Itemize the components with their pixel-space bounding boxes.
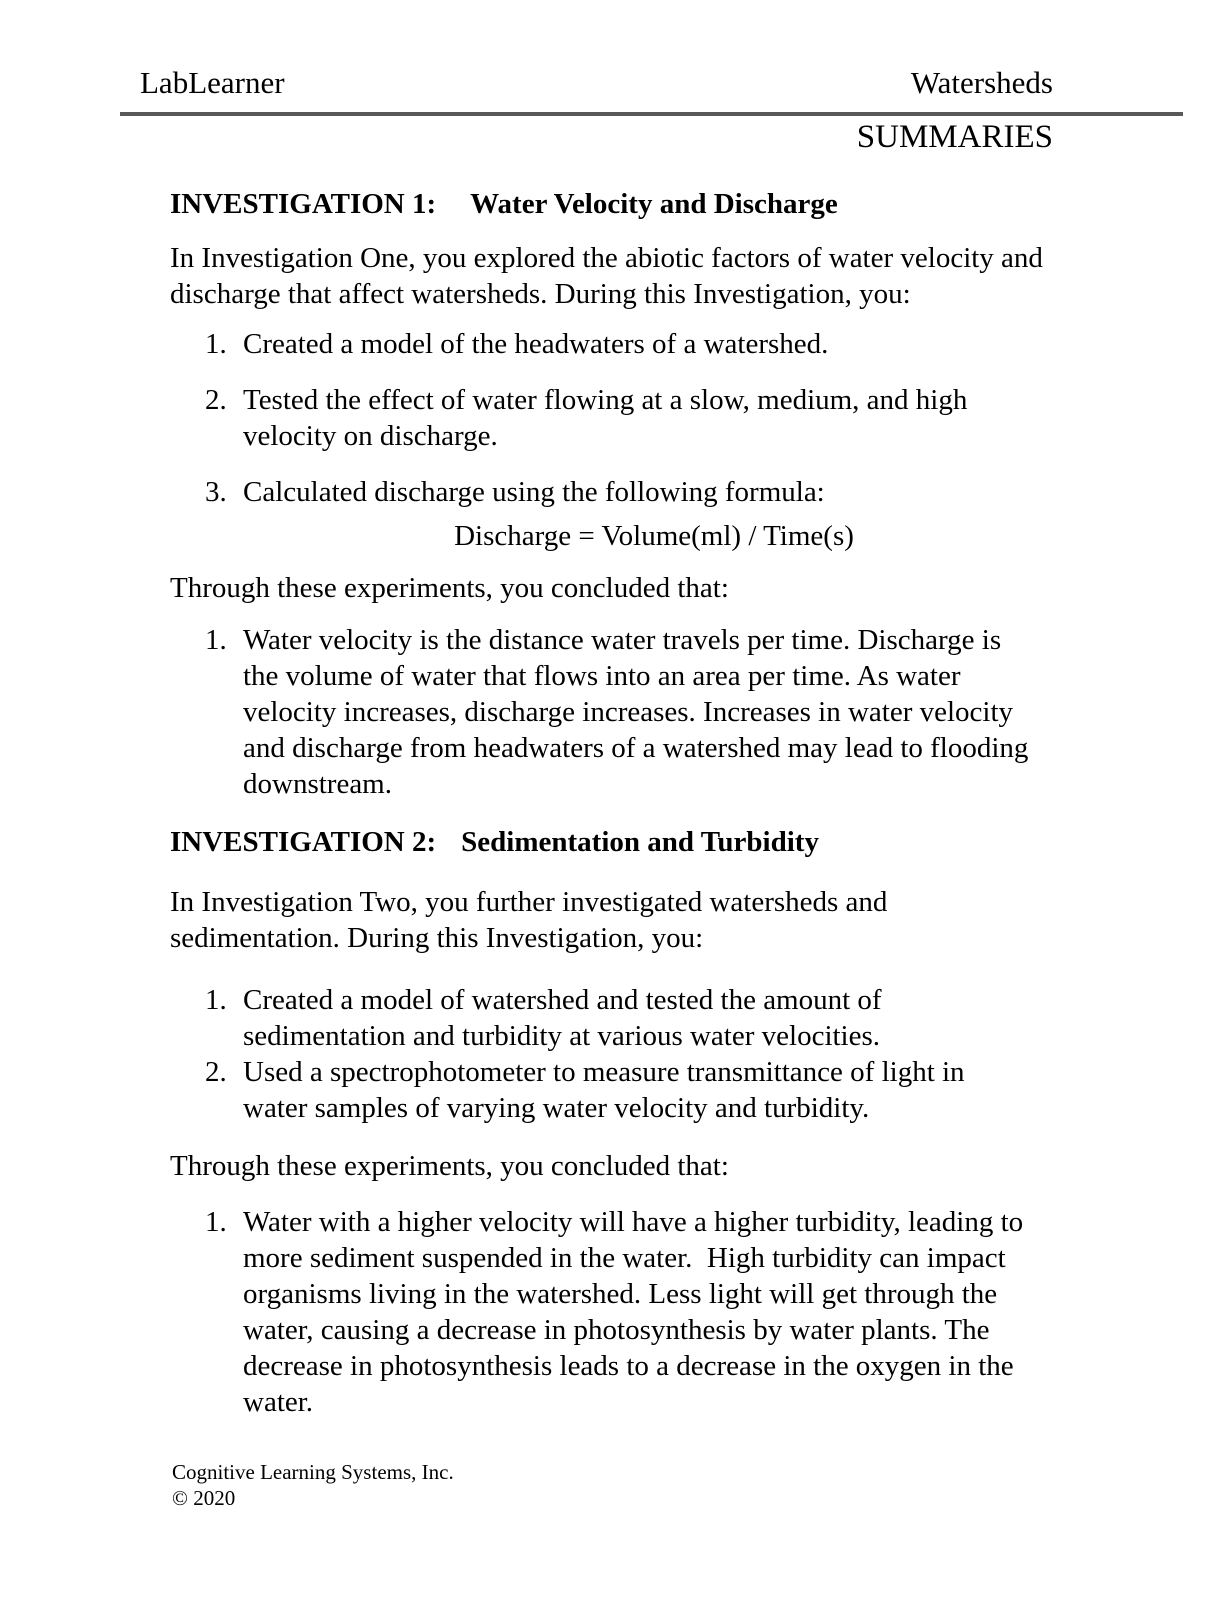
header-row: [140, 0, 1053, 102]
list-item: Water with a higher velocity will have a higher turbidity, leading to more sediment suspended in the water. High turbidity can impact organisms living in the watershed. Less light will get through the water, causing a decrease in photosynthesis by water plants. The decrease in photosynthesis leads to a decrease in the oxygen in the water.: [243, 1206, 1024, 1418]
document-body: [170, 186, 1058, 1420]
section-1-heading-label: INVESTIGATION 1:: [170, 188, 437, 220]
section-investigation-2: [170, 824, 1058, 1420]
list-item: Water velocity is the distance water travels per time. Discharge is the volume of water that flows into an area per time. As water velocity increases, discharge increases. Increases in water velocity and discharge from headwaters of a watershed may lead to flooding downstream.: [243, 624, 1029, 800]
section-1-heading-title: Water Velocity and Discharge: [470, 188, 838, 220]
page-subtitle: SUMMARIES: [856, 119, 1053, 155]
section-2-heading: [170, 824, 1058, 860]
section-1-steps-list: [170, 326, 1058, 510]
footer-copyright: © 2020: [172, 1486, 236, 1510]
brand-title: LabLearner: [140, 65, 285, 100]
document-title: Watersheds: [910, 65, 1053, 100]
section-investigation-1: [170, 186, 1058, 802]
section-2-conclusions-list: [170, 1204, 1058, 1420]
section-2-heading-title: Sedimentation and Turbidity: [461, 826, 819, 858]
section-1-intro: In Investigation One, you explored the abiotic factors of water velocity and discharge that affect watersheds. During this Investigation, you:: [170, 242, 1043, 310]
section-1-conclusion-lead-in: Through these experiments, you concluded that:: [170, 572, 729, 604]
discharge-formula: Discharge = Volume(ml) / Time(s): [454, 520, 854, 552]
list-item: Created a model of the headwaters of a watershed.: [243, 328, 829, 360]
page-header: [0, 0, 1228, 158]
section-2-heading-label: INVESTIGATION 2:: [170, 826, 437, 858]
section-1-heading: [170, 186, 1058, 222]
section-2-intro: In Investigation Two, you further investigated watersheds and sedimentation. During this Investigation, you:: [170, 886, 888, 954]
list-item: Tested the effect of water flowing at a slow, medium, and high velocity on discharge.: [243, 384, 968, 452]
footer-company: Cognitive Learning Systems, Inc.: [172, 1460, 454, 1484]
section-2-conclusion-lead-in: Through these experiments, you concluded that:: [170, 1150, 729, 1182]
list-item: Used a spectrophotometer to measure transmittance of light in water samples of varying water velocity and turbidity.: [243, 1056, 965, 1124]
list-item: Created a model of watershed and tested the amount of sedimentation and turbidity at various water velocities.: [243, 984, 882, 1052]
section-2-steps-list: [170, 982, 1058, 1126]
list-item: Calculated discharge using the following formula:: [243, 476, 825, 508]
page-footer: [172, 1459, 454, 1511]
section-1-conclusions-list: [170, 622, 1058, 802]
